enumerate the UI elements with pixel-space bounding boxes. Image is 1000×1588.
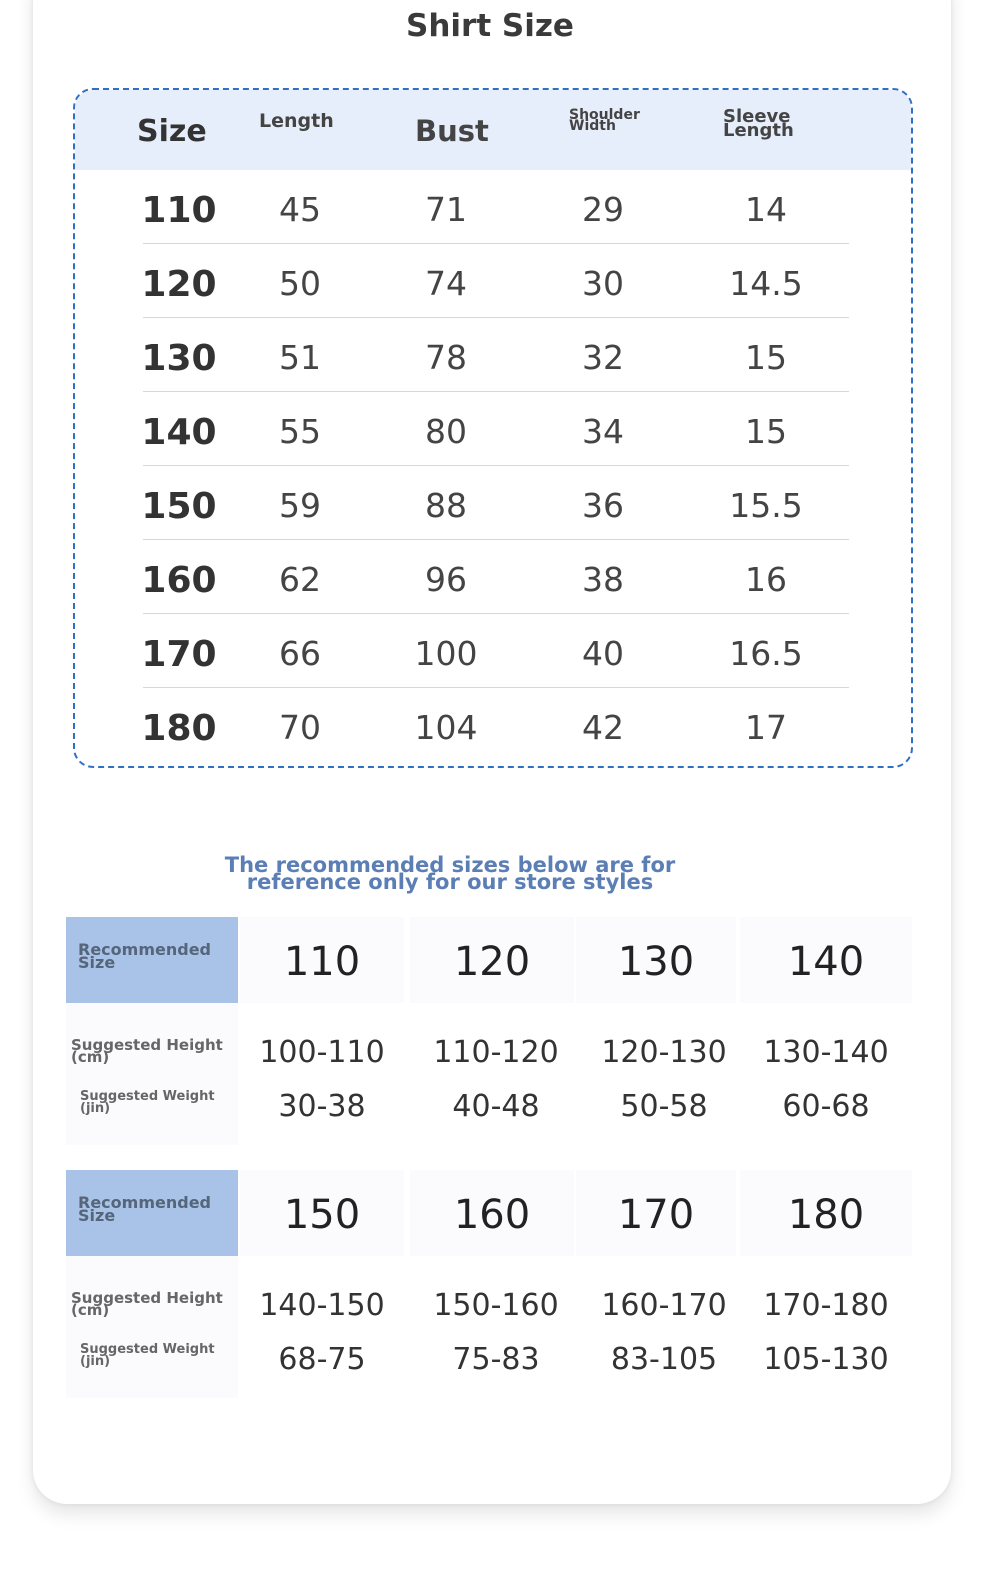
recommended-size-value: 150 (240, 1170, 404, 1256)
recommendation-header-row (66, 917, 914, 1003)
page-title: Shirt Size (406, 8, 574, 44)
cell-size: 130 (141, 338, 217, 379)
cell-sleeve: 15 (745, 338, 787, 377)
cell-sleeve: 15 (745, 412, 787, 451)
cell-size: 170 (141, 634, 217, 675)
suggested-height-value: 150-160 (433, 1288, 559, 1323)
cell-size: 180 (141, 708, 217, 749)
recommendation-side-labels (66, 1003, 238, 1145)
suggested-weight-label: Suggested Weight (jin) (80, 1342, 215, 1369)
cell-sleeve: 16 (745, 560, 787, 599)
recommended-size-value: 140 (740, 917, 912, 1003)
size-chart-table (73, 88, 913, 768)
header-length: Length (259, 110, 334, 132)
suggested-weight-value: 30-38 (278, 1089, 366, 1124)
cell-length: 45 (279, 190, 321, 229)
suggested-height-value: 160-170 (601, 1288, 727, 1323)
cell-sleeve: 17 (745, 708, 787, 747)
recommended-size-value: 130 (576, 917, 736, 1003)
cell-bust: 80 (425, 412, 467, 451)
table-row (75, 614, 911, 688)
cell-shoulder: 30 (582, 264, 624, 303)
suggested-height-value: 130-140 (763, 1035, 889, 1070)
recommended-size-value: 120 (410, 917, 574, 1003)
recommendation-side-labels (66, 1256, 238, 1398)
table-row (75, 170, 911, 244)
cell-size: 160 (141, 560, 217, 601)
cell-sleeve: 14.5 (729, 264, 803, 303)
cell-length: 62 (279, 560, 321, 599)
suggested-weight-value: 68-75 (278, 1342, 366, 1377)
header-shoulder-width: Shoulder Width (569, 107, 640, 134)
suggested-weight-value: 105-130 (763, 1342, 889, 1377)
recommended-size-label: Recommended Size (66, 917, 238, 1003)
suggested-weight-value: 83-105 (610, 1342, 718, 1377)
cell-size: 120 (141, 264, 217, 305)
table-row (75, 392, 911, 466)
cell-bust: 104 (414, 708, 478, 747)
cell-shoulder: 34 (582, 412, 624, 451)
cell-size: 150 (141, 486, 217, 527)
recommendation-table-1 (66, 917, 914, 1145)
size-chart-rows (75, 170, 911, 762)
suggested-height-label: Suggested Height (cm) (71, 1036, 223, 1066)
cell-bust: 100 (414, 634, 478, 673)
cell-shoulder: 42 (582, 708, 624, 747)
recommended-size-value: 170 (576, 1170, 736, 1256)
recommended-size-label: Recommended Size (66, 1170, 238, 1256)
cell-shoulder: 29 (582, 190, 624, 229)
cell-shoulder: 36 (582, 486, 624, 525)
suggested-weight-value: 40-48 (452, 1089, 540, 1124)
suggested-height-value: 120-130 (601, 1035, 727, 1070)
table-row (75, 466, 911, 540)
suggested-height-value: 140-150 (259, 1288, 385, 1323)
cell-bust: 71 (425, 190, 467, 229)
recommended-size-value: 180 (740, 1170, 912, 1256)
suggested-weight-value: 75-83 (452, 1342, 540, 1377)
recommended-size-value: 110 (240, 917, 404, 1003)
recommendation-header-row (66, 1170, 914, 1256)
cell-bust: 78 (425, 338, 467, 377)
header-bust: Bust (415, 114, 489, 148)
table-row (75, 318, 911, 392)
cell-length: 59 (279, 486, 321, 525)
size-chart-header (75, 90, 911, 170)
cell-sleeve: 14 (745, 190, 787, 229)
header-sleeve-length: Sleeve Length (723, 106, 794, 141)
recommendation-body (66, 1003, 914, 1145)
suggested-height-value: 170-180 (763, 1288, 889, 1323)
table-row (75, 540, 911, 614)
cell-shoulder: 40 (582, 634, 624, 673)
cell-sleeve: 16.5 (729, 634, 803, 673)
cell-shoulder: 32 (582, 338, 624, 377)
cell-length: 55 (279, 412, 321, 451)
recommended-size-value: 160 (410, 1170, 574, 1256)
cell-length: 70 (279, 708, 321, 747)
cell-length: 50 (279, 264, 321, 303)
header-size: Size (137, 114, 207, 149)
table-row (75, 688, 911, 762)
suggested-height-value: 100-110 (259, 1035, 385, 1070)
cell-bust: 88 (425, 486, 467, 525)
suggested-height-label: Suggested Height (cm) (71, 1289, 223, 1319)
suggested-weight-label: Suggested Weight (jin) (80, 1089, 215, 1116)
cell-sleeve: 15.5 (729, 486, 803, 525)
cell-length: 51 (279, 338, 321, 377)
cell-shoulder: 38 (582, 560, 624, 599)
table-row (75, 244, 911, 318)
recommendation-note: The recommended sizes below are for reference only for our store styles (224, 853, 676, 894)
suggested-weight-value: 60-68 (782, 1089, 870, 1124)
suggested-weight-value: 50-58 (620, 1089, 708, 1124)
cell-size: 110 (141, 190, 217, 231)
cell-size: 140 (141, 412, 217, 453)
recommendation-body (66, 1256, 914, 1398)
suggested-height-value: 110-120 (433, 1035, 559, 1070)
recommendation-table-2 (66, 1170, 914, 1398)
cell-length: 66 (279, 634, 321, 673)
cell-bust: 74 (425, 264, 467, 303)
cell-bust: 96 (425, 560, 467, 599)
